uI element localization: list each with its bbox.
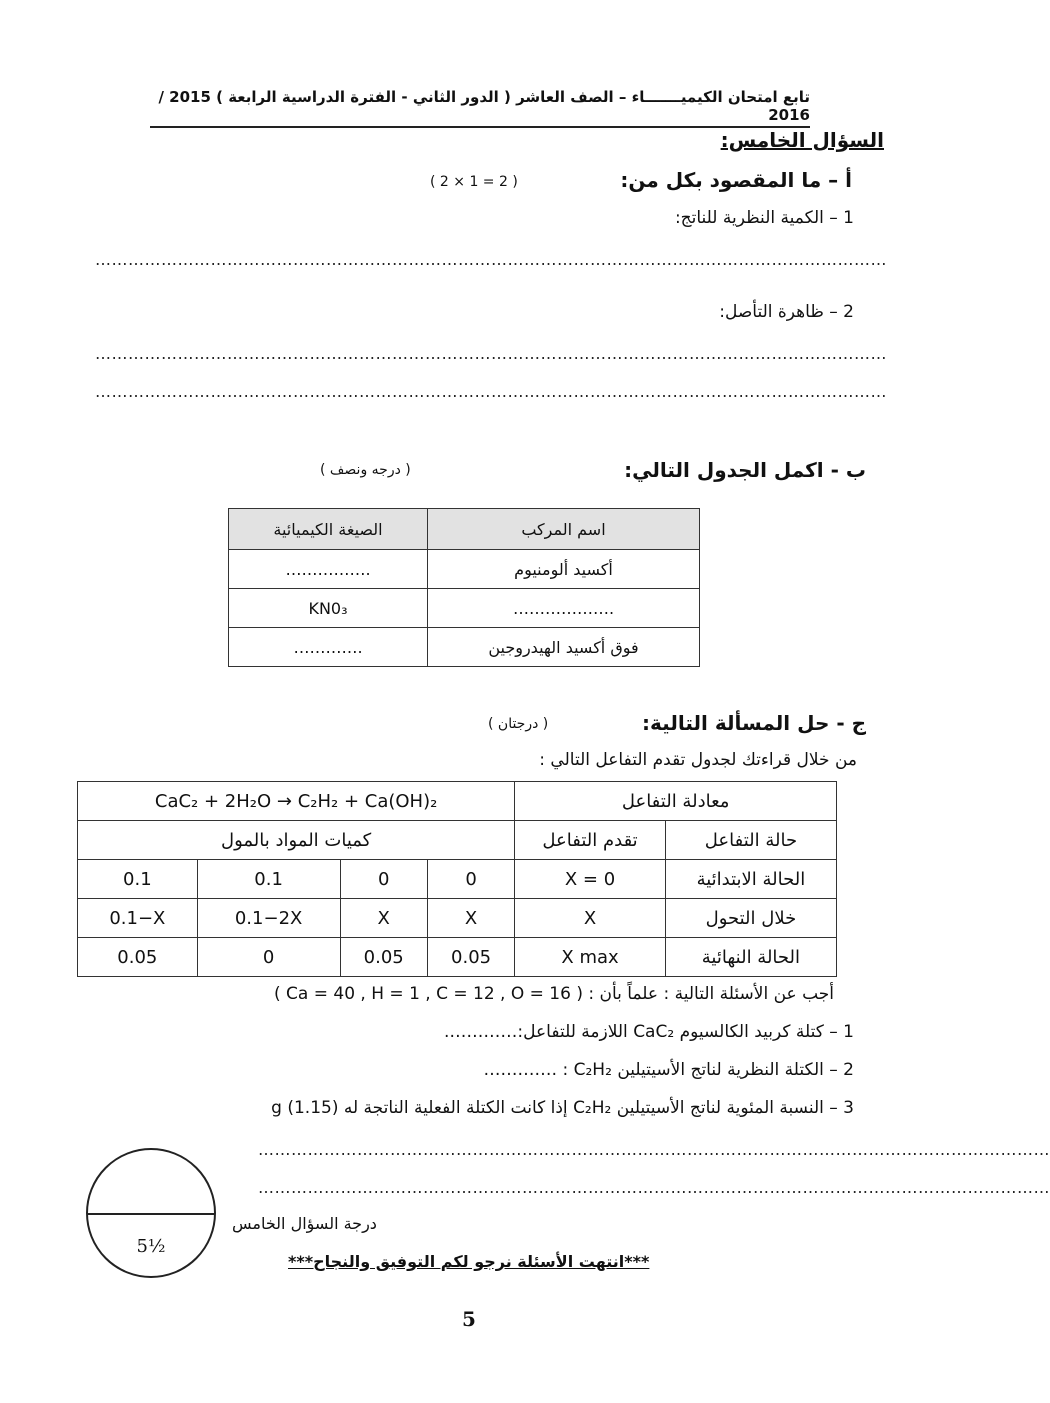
- amount-cell: 0.1: [78, 860, 198, 899]
- answer-line[interactable]: ………………………………………………………………………………………………………………………………: [258, 1140, 1050, 1159]
- exam-header: تابع امتحان الكيميـــــــاء – الصف العاشر ( الدور الثاني - الفترة الدراسية الرابعة ) 2015 / 2016: [150, 88, 810, 128]
- amount-cell: X: [427, 899, 514, 938]
- score-value: 5½: [136, 1236, 166, 1257]
- name-cell: فوق أكسيد الهيدروجين: [428, 628, 700, 667]
- name-cell: أكسيد ألومنيوم: [428, 550, 700, 589]
- page-number: 5: [462, 1307, 476, 1331]
- amount-cell: 0.1−X: [78, 899, 198, 938]
- state-cell: خلال التحول: [665, 899, 836, 938]
- name-cell[interactable]: ……………….: [428, 589, 700, 628]
- amount-cell: 0: [197, 938, 340, 977]
- answer-line[interactable]: ………………………………………………………………………………………………………………………………: [95, 250, 887, 269]
- part-c-intro: من خلال قراءتك لجدول تقدم التفاعل التالي :: [539, 750, 857, 770]
- compounds-table: [228, 508, 700, 667]
- amount-cell: 0.05: [340, 938, 427, 977]
- part-a-label: أ – ما المقصود بكل من:: [620, 168, 852, 192]
- amount-cell: 0.1−2X: [197, 899, 340, 938]
- part-a-item-2: 2 – ظاهرة التأصل:: [719, 302, 854, 322]
- amount-cell: 0.05: [78, 938, 198, 977]
- formula-cell[interactable]: …………….: [229, 550, 428, 589]
- reaction-progress-table: [77, 781, 837, 977]
- amount-cell: 0: [340, 860, 427, 899]
- progress-header: تقدم التفاعل: [515, 821, 666, 860]
- progress-cell: X: [515, 899, 666, 938]
- answer-line[interactable]: ………………………………………………………………………………………………………………………………: [258, 1178, 1050, 1197]
- amount-cell: 0: [427, 860, 514, 899]
- amount-cell: 0.1: [197, 860, 340, 899]
- part-c-question-1: 1 – كتلة كربيد الكالسيوم CaC₂ اللازمة للتفاعل:………….: [444, 1022, 854, 1042]
- amount-cell: 0.05: [427, 938, 514, 977]
- question-title: السؤال الخامس:: [720, 128, 884, 152]
- formula-cell: KN0₃: [229, 589, 428, 628]
- score-divider: [88, 1213, 214, 1215]
- amounts-header: كميات المواد بالمول: [78, 821, 515, 860]
- part-c-label: ج - حل المسألة التالية:: [642, 711, 866, 735]
- progress-cell: X = 0: [515, 860, 666, 899]
- state-header: حالة التفاعل: [665, 821, 836, 860]
- part-b-marks: ( درجه ونصف ): [320, 462, 411, 478]
- formula-cell[interactable]: ………….: [229, 628, 428, 667]
- name-header: اسم المركب: [428, 509, 700, 550]
- given-data: أجب عن الأسئلة التالية : علماً بأن : ( Ca = 40 , H = 1 , C = 12 , O = 16 ): [274, 984, 834, 1004]
- progress-cell: X max: [515, 938, 666, 977]
- answer-line[interactable]: ………………………………………………………………………………………………………………………………: [95, 344, 887, 363]
- amount-cell: X: [340, 899, 427, 938]
- part-a-marks: ( 2 × 1 = 2 ): [430, 174, 518, 190]
- closing-note: ***انتهت الأسئلة نرجو لكم التوفيق والنجاح***: [288, 1252, 650, 1271]
- reaction-equation: CaC₂ + 2H₂O → C₂H₂ + Ca(OH)₂: [78, 782, 515, 821]
- part-c-question-2: 2 – الكتلة النظرية لناتج الأسيتيلين C₂H₂ : ………….: [483, 1060, 854, 1080]
- part-b-label: ب - اكمل الجدول التالي:: [624, 458, 866, 482]
- score-label: درجة السؤال الخامس: [232, 1214, 377, 1233]
- state-cell: الحالة الابتدائية: [665, 860, 836, 899]
- part-c-marks: ( درجتان ): [488, 716, 549, 732]
- score-circle: [86, 1148, 216, 1278]
- part-c-question-3: 3 – النسبة المئوية لناتج الأسيتيلين C₂H₂ إذا كانت الكتلة الفعلية الناتجة له g (1.15): [271, 1098, 854, 1118]
- equation-label: معادلة التفاعل: [515, 782, 837, 821]
- formula-header: الصيغة الكيميائية: [229, 509, 428, 550]
- part-a-item-1: 1 – الكمية النظرية للناتج:: [674, 208, 854, 228]
- answer-line[interactable]: ………………………………………………………………………………………………………………………………: [95, 382, 887, 401]
- state-cell: الحالة النهائية: [665, 938, 836, 977]
